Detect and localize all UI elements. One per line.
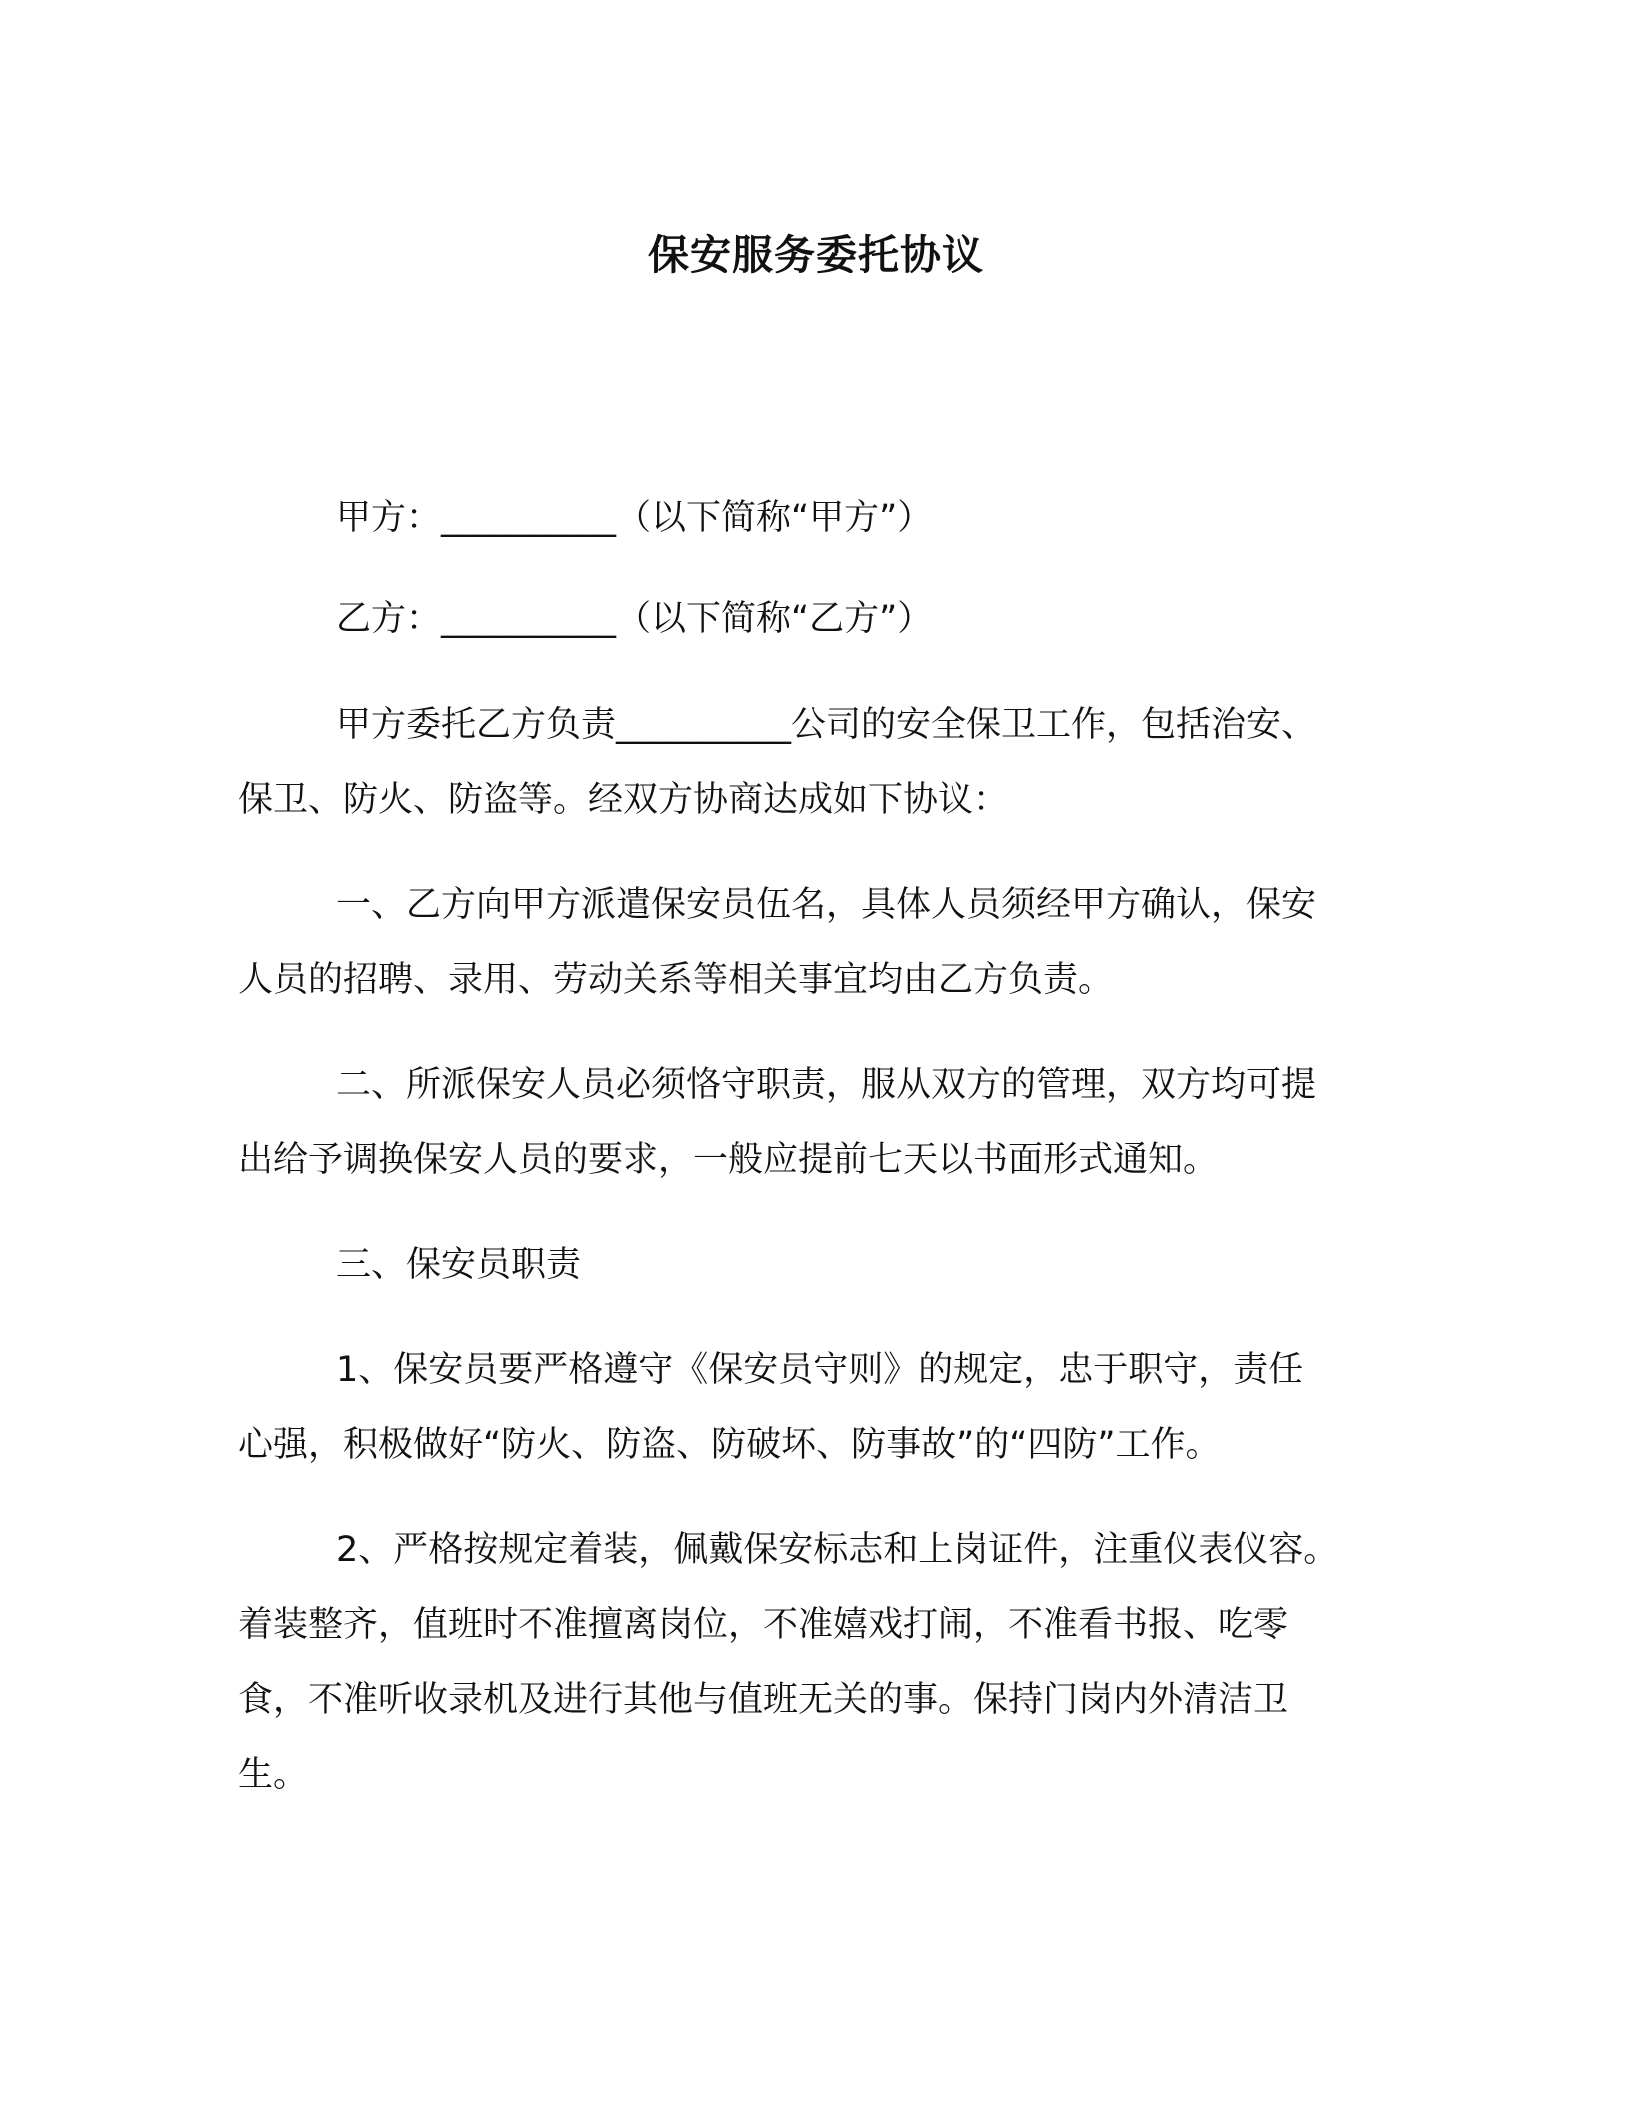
duty1-line-1: 1、保安员要严格遵守《保安员守则》的规定，忠于职守，责任 xyxy=(336,1350,1304,1390)
party-a-line: 甲方：__________（以下简称“甲方”） xyxy=(336,498,933,538)
clause1-line-2: 人员的招聘、录用、劳动关系等相关事宜均由乙方负责。 xyxy=(238,960,1114,1000)
duty2-line-4: 生。 xyxy=(238,1755,309,1795)
duty2-line-2: 着装整齐，值班时不准擅离岗位，不准嬉戏打闹，不准看书报、吃零 xyxy=(238,1605,1289,1645)
duty1-line-2: 心强，积极做好“防火、防盗、防破坏、防事故”的“四防”工作。 xyxy=(238,1425,1221,1465)
clause2-line-1: 二、所派保安人员必须恪守职责，服从双方的管理，双方均可提 xyxy=(336,1065,1317,1105)
duty2-line-1: 2、严格按规定着装，佩戴保安标志和上岗证件，注重仪表仪容。 xyxy=(336,1530,1339,1570)
intro-line-1: 甲方委托乙方负责__________公司的安全保卫工作，包括治安、 xyxy=(336,705,1317,745)
clause1-line-1: 一、乙方向甲方派遣保安员伍名，具体人员须经甲方确认，保安 xyxy=(336,885,1317,925)
duty2-line-3: 食，不准听收录机及进行其他与值班无关的事。保持门岗内外清洁卫 xyxy=(238,1680,1289,1720)
intro-line-2: 保卫、防火、防盗等。经双方协商达成如下协议： xyxy=(238,780,1009,820)
party-b-line: 乙方：__________（以下简称“乙方”） xyxy=(336,599,933,639)
clause3-heading: 三、保安员职责 xyxy=(336,1245,582,1285)
document-title: 保安服务委托协议 xyxy=(648,231,984,279)
clause2-line-2: 出给予调换保安人员的要求，一般应提前七天以书面形式通知。 xyxy=(238,1140,1219,1180)
